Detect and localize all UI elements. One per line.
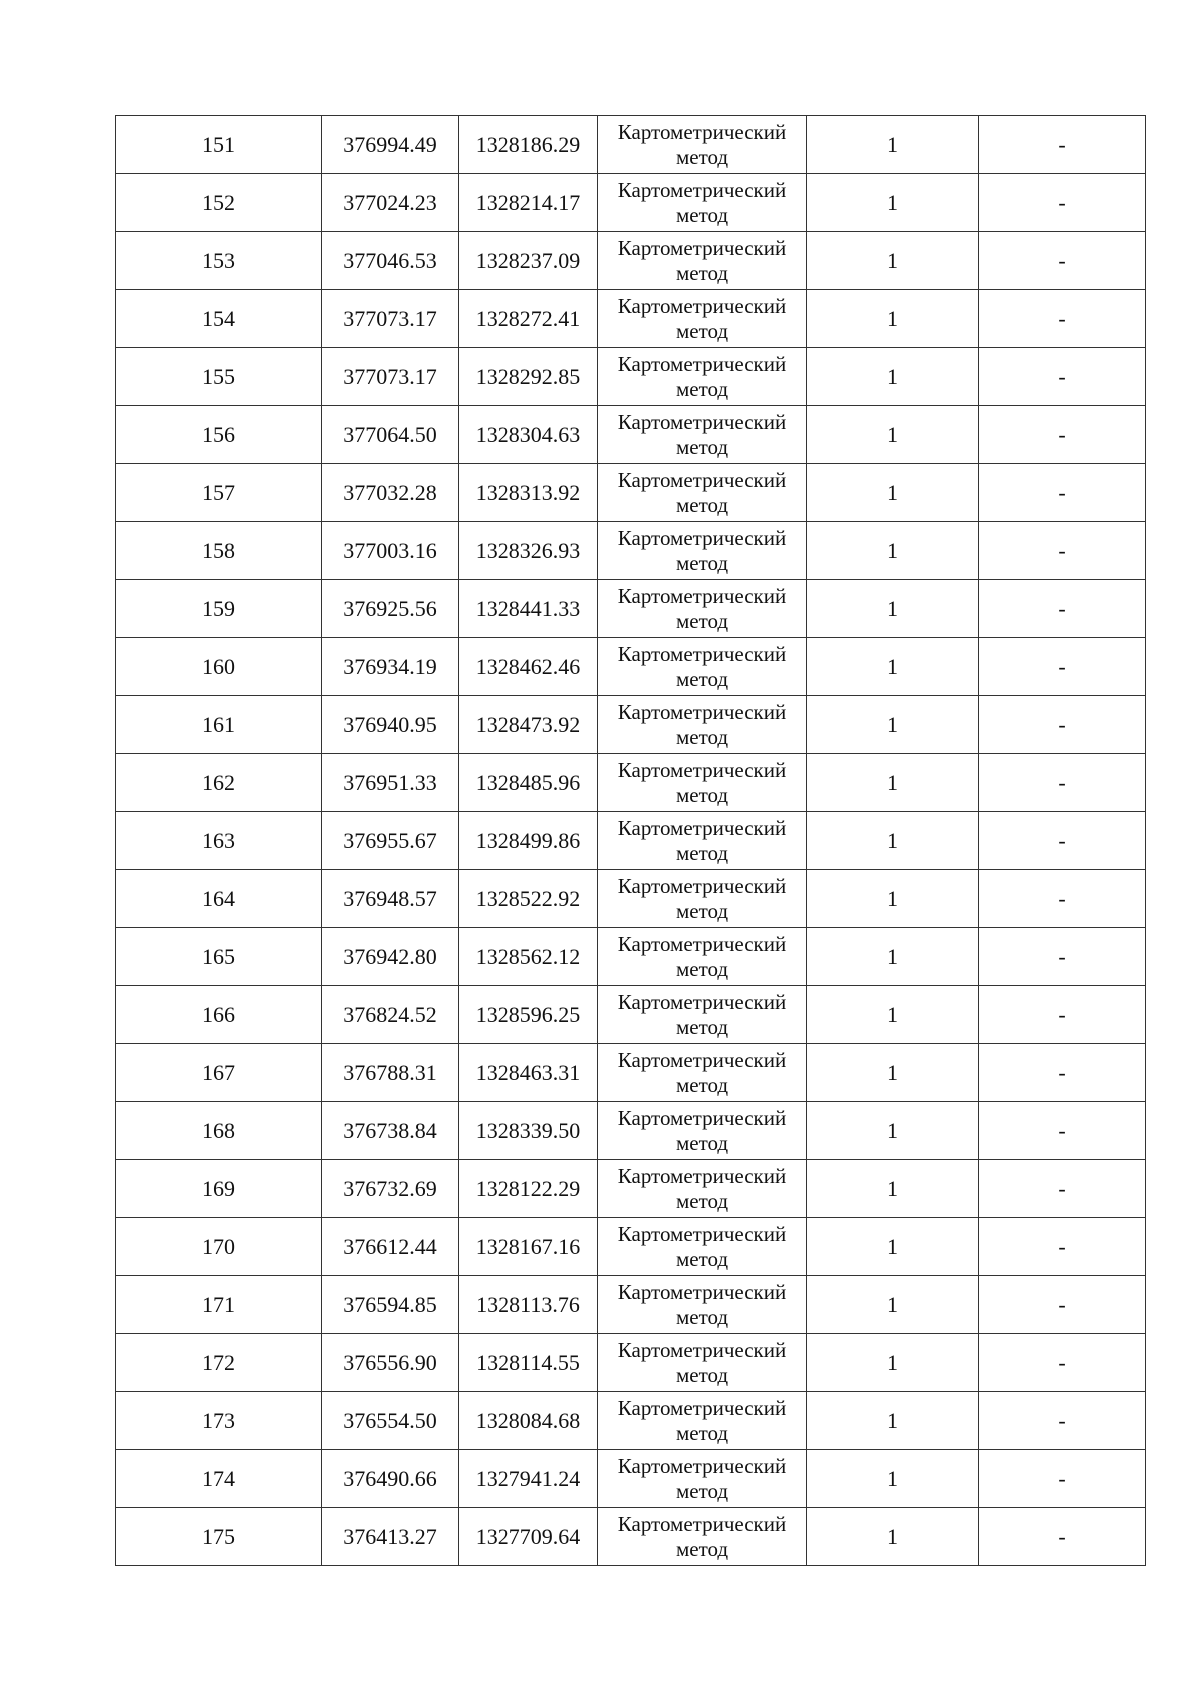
method-text-line-2: метод — [675, 144, 729, 169]
y-coordinate-cell: 1328272.41 — [459, 290, 598, 348]
accuracy-cell: 1 — [807, 1334, 979, 1392]
y-coordinate-cell: 1328441.33 — [459, 580, 598, 638]
method-text-line-1: Картометрический — [617, 1279, 787, 1304]
y-coordinate-cell: 1328522.92 — [459, 870, 598, 928]
method-text-line-1: Картометрический — [617, 1511, 787, 1536]
y-coordinate-cell: 1328326.93 — [459, 522, 598, 580]
method-cell — [598, 174, 807, 232]
accuracy-cell: 1 — [807, 870, 979, 928]
x-coordinate-cell: 377032.28 — [322, 464, 459, 522]
method-cell — [598, 1334, 807, 1392]
table-row — [116, 1160, 1146, 1218]
table-row — [116, 348, 1146, 406]
note-cell: - — [979, 1508, 1146, 1566]
table-row — [116, 580, 1146, 638]
accuracy-cell: 1 — [807, 1392, 979, 1450]
y-coordinate-cell: 1327941.24 — [459, 1450, 598, 1508]
method-cell — [598, 348, 807, 406]
method-cell — [598, 290, 807, 348]
table-row — [116, 812, 1146, 870]
table-row — [116, 870, 1146, 928]
note-cell: - — [979, 754, 1146, 812]
method-text-line-1: Картометрический — [617, 1105, 787, 1130]
note-cell: - — [979, 1218, 1146, 1276]
point-number-cell: 153 — [116, 232, 322, 290]
x-coordinate-cell: 377064.50 — [322, 406, 459, 464]
table-row — [116, 464, 1146, 522]
table-row — [116, 232, 1146, 290]
method-text-line-1: Картометрический — [617, 1395, 787, 1420]
y-coordinate-cell: 1328596.25 — [459, 986, 598, 1044]
table-row — [116, 1044, 1146, 1102]
y-coordinate-cell: 1328214.17 — [459, 174, 598, 232]
note-cell: - — [979, 522, 1146, 580]
y-coordinate-cell: 1328292.85 — [459, 348, 598, 406]
method-text-line-1: Картометрический — [617, 699, 787, 724]
table-row — [116, 290, 1146, 348]
accuracy-cell: 1 — [807, 1450, 979, 1508]
method-text-line-2: метод — [675, 550, 729, 575]
method-text-line-2: метод — [675, 1014, 729, 1039]
accuracy-cell: 1 — [807, 1044, 979, 1102]
method-cell — [598, 406, 807, 464]
y-coordinate-cell: 1327709.64 — [459, 1508, 598, 1566]
method-cell — [598, 812, 807, 870]
method-text-line-1: Картометрический — [617, 1337, 787, 1362]
y-coordinate-cell: 1328473.92 — [459, 696, 598, 754]
note-cell: - — [979, 928, 1146, 986]
table-row — [116, 1102, 1146, 1160]
method-text-line-2: метод — [675, 666, 729, 691]
table-row — [116, 116, 1146, 174]
accuracy-cell: 1 — [807, 580, 979, 638]
table-row — [116, 522, 1146, 580]
x-coordinate-cell: 376413.27 — [322, 1508, 459, 1566]
x-coordinate-cell: 376994.49 — [322, 116, 459, 174]
method-cell — [598, 638, 807, 696]
point-number-cell: 172 — [116, 1334, 322, 1392]
y-coordinate-cell: 1328562.12 — [459, 928, 598, 986]
note-cell: - — [979, 1044, 1146, 1102]
method-cell — [598, 116, 807, 174]
accuracy-cell: 1 — [807, 754, 979, 812]
method-text-line-2: метод — [675, 840, 729, 865]
method-text-line-1: Картометрический — [617, 1453, 787, 1478]
note-cell: - — [979, 464, 1146, 522]
method-cell — [598, 754, 807, 812]
point-number-cell: 173 — [116, 1392, 322, 1450]
table-row — [116, 638, 1146, 696]
method-text-line-1: Картометрический — [617, 235, 787, 260]
coordinates-table — [115, 115, 1146, 1566]
x-coordinate-cell: 376948.57 — [322, 870, 459, 928]
method-text-line-2: метод — [675, 318, 729, 343]
method-text-line-2: метод — [675, 1304, 729, 1329]
method-text-line-1: Картометрический — [617, 177, 787, 202]
x-coordinate-cell: 376490.66 — [322, 1450, 459, 1508]
note-cell: - — [979, 638, 1146, 696]
note-cell: - — [979, 696, 1146, 754]
point-number-cell: 175 — [116, 1508, 322, 1566]
method-cell — [598, 464, 807, 522]
method-text-line-2: метод — [675, 1478, 729, 1503]
table-row — [116, 1218, 1146, 1276]
method-cell — [598, 580, 807, 638]
table-row — [116, 986, 1146, 1044]
x-coordinate-cell: 376612.44 — [322, 1218, 459, 1276]
method-cell — [598, 1392, 807, 1450]
point-number-cell: 162 — [116, 754, 322, 812]
x-coordinate-cell: 377003.16 — [322, 522, 459, 580]
method-cell — [598, 986, 807, 1044]
table-row — [116, 928, 1146, 986]
method-text-line-2: метод — [675, 782, 729, 807]
method-text-line-1: Картометрический — [617, 409, 787, 434]
accuracy-cell: 1 — [807, 928, 979, 986]
method-cell — [598, 696, 807, 754]
method-text-line-2: метод — [675, 898, 729, 923]
y-coordinate-cell: 1328122.29 — [459, 1160, 598, 1218]
table-row — [116, 754, 1146, 812]
note-cell: - — [979, 1276, 1146, 1334]
method-text-line-1: Картометрический — [617, 989, 787, 1014]
table-row — [116, 1450, 1146, 1508]
y-coordinate-cell: 1328462.46 — [459, 638, 598, 696]
y-coordinate-cell: 1328463.31 — [459, 1044, 598, 1102]
table-row — [116, 696, 1146, 754]
accuracy-cell: 1 — [807, 1160, 979, 1218]
y-coordinate-cell: 1328114.55 — [459, 1334, 598, 1392]
accuracy-cell: 1 — [807, 812, 979, 870]
note-cell: - — [979, 348, 1146, 406]
x-coordinate-cell: 376594.85 — [322, 1276, 459, 1334]
method-text-line-2: метод — [675, 1188, 729, 1213]
y-coordinate-cell: 1328167.16 — [459, 1218, 598, 1276]
method-cell — [598, 1102, 807, 1160]
x-coordinate-cell: 376554.50 — [322, 1392, 459, 1450]
x-coordinate-cell: 376556.90 — [322, 1334, 459, 1392]
table-row — [116, 406, 1146, 464]
method-text-line-2: метод — [675, 202, 729, 227]
note-cell: - — [979, 290, 1146, 348]
x-coordinate-cell: 376732.69 — [322, 1160, 459, 1218]
x-coordinate-cell: 377073.17 — [322, 290, 459, 348]
point-number-cell: 163 — [116, 812, 322, 870]
point-number-cell: 167 — [116, 1044, 322, 1102]
y-coordinate-cell: 1328113.76 — [459, 1276, 598, 1334]
method-text-line-2: метод — [675, 1246, 729, 1271]
accuracy-cell: 1 — [807, 638, 979, 696]
table-row — [116, 1508, 1146, 1566]
x-coordinate-cell: 377024.23 — [322, 174, 459, 232]
note-cell: - — [979, 870, 1146, 928]
method-text-line-1: Картометрический — [617, 351, 787, 376]
accuracy-cell: 1 — [807, 348, 979, 406]
point-number-cell: 165 — [116, 928, 322, 986]
x-coordinate-cell: 376934.19 — [322, 638, 459, 696]
note-cell: - — [979, 174, 1146, 232]
accuracy-cell: 1 — [807, 174, 979, 232]
table-row — [116, 1392, 1146, 1450]
method-text-line-2: метод — [675, 1072, 729, 1097]
point-number-cell: 164 — [116, 870, 322, 928]
x-coordinate-cell: 377046.53 — [322, 232, 459, 290]
x-coordinate-cell: 377073.17 — [322, 348, 459, 406]
accuracy-cell: 1 — [807, 1218, 979, 1276]
y-coordinate-cell: 1328313.92 — [459, 464, 598, 522]
accuracy-cell: 1 — [807, 116, 979, 174]
method-text-line-1: Картометрический — [617, 525, 787, 550]
table-row — [116, 1334, 1146, 1392]
note-cell: - — [979, 232, 1146, 290]
y-coordinate-cell: 1328499.86 — [459, 812, 598, 870]
note-cell: - — [979, 1450, 1146, 1508]
point-number-cell: 168 — [116, 1102, 322, 1160]
x-coordinate-cell: 376940.95 — [322, 696, 459, 754]
x-coordinate-cell: 376955.67 — [322, 812, 459, 870]
accuracy-cell: 1 — [807, 464, 979, 522]
accuracy-cell: 1 — [807, 1276, 979, 1334]
point-number-cell: 154 — [116, 290, 322, 348]
note-cell: - — [979, 812, 1146, 870]
point-number-cell: 158 — [116, 522, 322, 580]
method-text-line-1: Картометрический — [617, 873, 787, 898]
method-cell — [598, 1044, 807, 1102]
point-number-cell: 166 — [116, 986, 322, 1044]
accuracy-cell: 1 — [807, 290, 979, 348]
y-coordinate-cell: 1328084.68 — [459, 1392, 598, 1450]
method-text-line-1: Картометрический — [617, 931, 787, 956]
y-coordinate-cell: 1328186.29 — [459, 116, 598, 174]
point-number-cell: 159 — [116, 580, 322, 638]
method-text-line-2: метод — [675, 434, 729, 459]
point-number-cell: 161 — [116, 696, 322, 754]
point-number-cell: 170 — [116, 1218, 322, 1276]
method-cell — [598, 1276, 807, 1334]
method-text-line-1: Картометрический — [617, 583, 787, 608]
y-coordinate-cell: 1328485.96 — [459, 754, 598, 812]
method-text-line-1: Картометрический — [617, 1163, 787, 1188]
method-cell — [598, 1218, 807, 1276]
method-text-line-2: метод — [675, 724, 729, 749]
point-number-cell: 151 — [116, 116, 322, 174]
method-text-line-2: метод — [675, 608, 729, 633]
accuracy-cell: 1 — [807, 1102, 979, 1160]
point-number-cell: 156 — [116, 406, 322, 464]
y-coordinate-cell: 1328237.09 — [459, 232, 598, 290]
x-coordinate-cell: 376738.84 — [322, 1102, 459, 1160]
method-cell — [598, 522, 807, 580]
y-coordinate-cell: 1328339.50 — [459, 1102, 598, 1160]
accuracy-cell: 1 — [807, 406, 979, 464]
point-number-cell: 160 — [116, 638, 322, 696]
note-cell: - — [979, 116, 1146, 174]
table-row — [116, 1276, 1146, 1334]
method-cell — [598, 232, 807, 290]
point-number-cell: 174 — [116, 1450, 322, 1508]
accuracy-cell: 1 — [807, 522, 979, 580]
note-cell: - — [979, 986, 1146, 1044]
method-cell — [598, 1450, 807, 1508]
accuracy-cell: 1 — [807, 986, 979, 1044]
note-cell: - — [979, 406, 1146, 464]
method-cell — [598, 870, 807, 928]
accuracy-cell: 1 — [807, 232, 979, 290]
method-text-line-2: метод — [675, 376, 729, 401]
method-text-line-2: метод — [675, 260, 729, 285]
note-cell: - — [979, 1160, 1146, 1218]
x-coordinate-cell: 376788.31 — [322, 1044, 459, 1102]
coordinates-table-body — [116, 116, 1146, 1566]
point-number-cell: 152 — [116, 174, 322, 232]
note-cell: - — [979, 1392, 1146, 1450]
method-text-line-2: метод — [675, 492, 729, 517]
method-text-line-1: Картометрический — [617, 119, 787, 144]
point-number-cell: 157 — [116, 464, 322, 522]
note-cell: - — [979, 1334, 1146, 1392]
method-text-line-1: Картометрический — [617, 815, 787, 840]
x-coordinate-cell: 376824.52 — [322, 986, 459, 1044]
method-text-line-2: метод — [675, 1362, 729, 1387]
method-text-line-1: Картометрический — [617, 293, 787, 318]
point-number-cell: 155 — [116, 348, 322, 406]
method-text-line-2: метод — [675, 956, 729, 981]
x-coordinate-cell: 376951.33 — [322, 754, 459, 812]
method-text-line-1: Картометрический — [617, 757, 787, 782]
x-coordinate-cell: 376942.80 — [322, 928, 459, 986]
method-text-line-2: метод — [675, 1130, 729, 1155]
method-text-line-1: Картометрический — [617, 1047, 787, 1072]
note-cell: - — [979, 1102, 1146, 1160]
point-number-cell: 171 — [116, 1276, 322, 1334]
x-coordinate-cell: 376925.56 — [322, 580, 459, 638]
accuracy-cell: 1 — [807, 696, 979, 754]
method-text-line-2: метод — [675, 1420, 729, 1445]
method-text-line-1: Картометрический — [617, 641, 787, 666]
method-text-line-1: Картометрический — [617, 467, 787, 492]
point-number-cell: 169 — [116, 1160, 322, 1218]
method-text-line-1: Картометрический — [617, 1221, 787, 1246]
note-cell: - — [979, 580, 1146, 638]
method-cell — [598, 1508, 807, 1566]
method-cell — [598, 928, 807, 986]
method-text-line-2: метод — [675, 1536, 729, 1561]
accuracy-cell: 1 — [807, 1508, 979, 1566]
method-cell — [598, 1160, 807, 1218]
table-row — [116, 174, 1146, 232]
y-coordinate-cell: 1328304.63 — [459, 406, 598, 464]
